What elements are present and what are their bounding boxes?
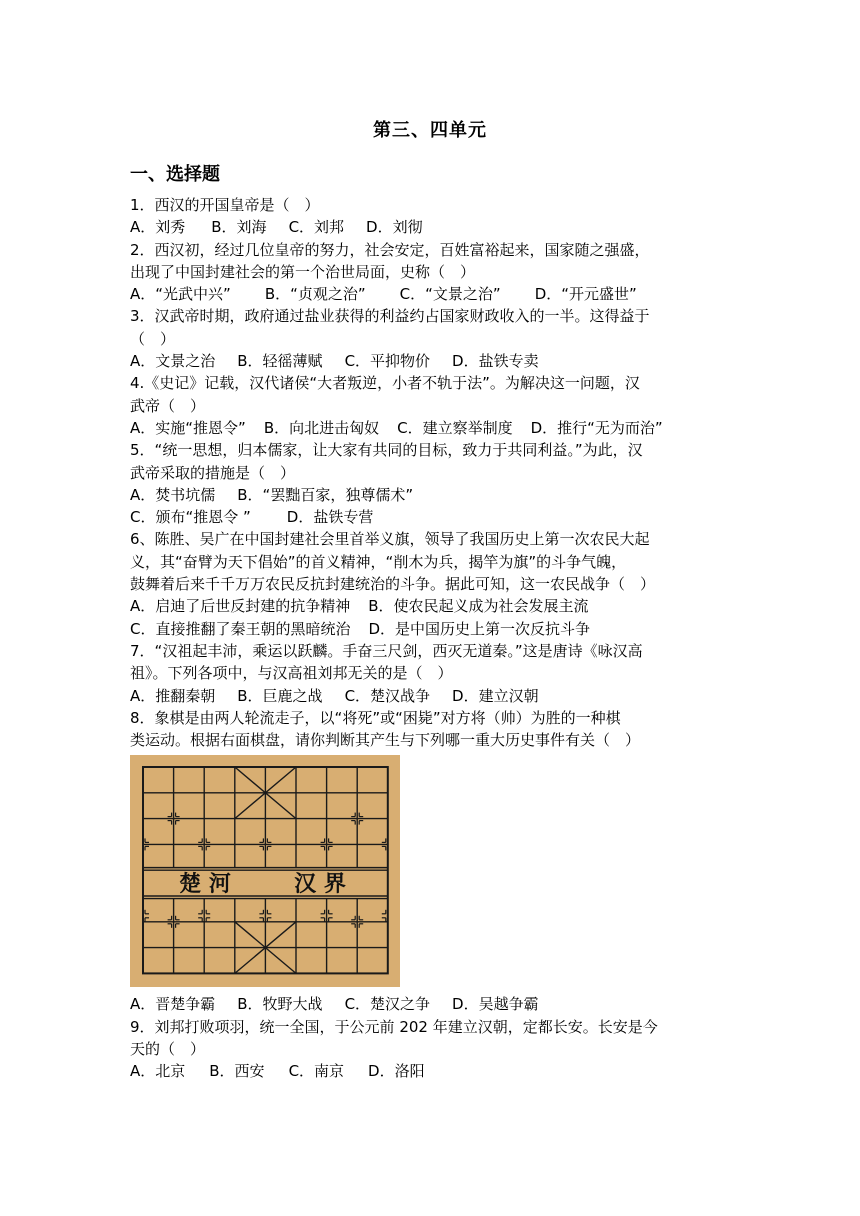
- answer-option[interactable]: B．使农民起义成为社会发展主流: [368, 597, 589, 616]
- answer-option[interactable]: C．建立察举制度: [397, 418, 513, 437]
- answer-option[interactable]: D．盐铁专卖: [452, 352, 539, 371]
- options-row: [130, 993, 734, 1015]
- question-stem-line: 武帝采取的措施是（ ）: [130, 463, 296, 482]
- question-stem-line: 8．象棋是由两人轮流走子，以“将死”或“困毙”对方将（帅）为胜的一种棋: [130, 708, 621, 727]
- chessboard-image: [130, 755, 400, 987]
- answer-option[interactable]: A．启迪了后世反封建的抗争精神: [130, 597, 351, 616]
- answer-option[interactable]: D．洛阳: [368, 1062, 425, 1081]
- answer-option[interactable]: C．楚汉之争: [344, 995, 431, 1014]
- question-stem-line: 武帝（ ）: [130, 396, 206, 415]
- options-row: [130, 595, 734, 617]
- options-row: [130, 1060, 734, 1082]
- page-title: 第三、四单元: [373, 120, 487, 141]
- options-row: [130, 685, 734, 707]
- answer-option[interactable]: A．晋楚争霸: [130, 995, 216, 1014]
- question-item: [130, 372, 734, 439]
- answer-option[interactable]: B．巨鹿之战: [237, 686, 323, 705]
- river-label-chu-he: 楚 河: [179, 871, 231, 898]
- answer-option[interactable]: C．楚汉战争: [344, 686, 431, 705]
- options-row: [130, 484, 734, 506]
- answer-option[interactable]: D．是中国历史上第一次反抗斗争: [368, 619, 591, 638]
- answer-option[interactable]: A．推翻秦朝: [130, 686, 216, 705]
- answer-option[interactable]: D．“开元盛世”: [534, 285, 637, 304]
- answer-option[interactable]: D．盐铁专营: [286, 508, 374, 527]
- question-stem-line: 祖》。下列各项中，与汉高祖刘邦无关的是（ ）: [130, 664, 453, 683]
- answer-option[interactable]: C．刘邦: [288, 218, 345, 237]
- question-item: [130, 1016, 734, 1083]
- question-item: [130, 707, 734, 1016]
- section-heading: 一、选择题: [130, 164, 220, 185]
- chessboard-graphic: [130, 755, 400, 987]
- question-item: [130, 528, 734, 639]
- options-row: [130, 350, 734, 372]
- question-stem-line: （ ）: [130, 329, 176, 348]
- answer-option[interactable]: C．直接推翻了秦王朝的黑暗统治: [130, 619, 351, 638]
- question-stem-line: 天的（ ）: [130, 1040, 206, 1059]
- answer-option[interactable]: B．向北进击匈奴: [263, 418, 380, 437]
- question-stem-line: 出现了中国封建社会的第一个治世局面，史称（ ）: [130, 262, 476, 281]
- answer-option[interactable]: C．南京: [288, 1062, 345, 1081]
- answer-option[interactable]: A．焚书坑儒: [130, 485, 216, 504]
- answer-option[interactable]: C．颁布“推恩令 ”: [130, 508, 251, 527]
- answer-option[interactable]: B．“罢黜百家，独尊儒术”: [237, 485, 414, 504]
- options-row: [130, 506, 734, 528]
- answer-option[interactable]: B．西安: [209, 1062, 265, 1081]
- answer-option[interactable]: B．“贞观之治”: [264, 285, 366, 304]
- river-label-han-jie: 汉 界: [294, 871, 346, 898]
- question-stem-line: 4.《史记》记载，汉代诸侯“大者叛逆，小者不轨于法”。为解决这一问题，汉: [130, 374, 640, 393]
- answer-option[interactable]: A．文景之治: [130, 352, 216, 371]
- question-stem-line: 义，其“奋臂为天下倡始”的首义精神，“削木为兵，揭竿为旗”的斗争气魄，: [130, 552, 627, 571]
- question-item: [130, 239, 734, 306]
- options-row: [130, 216, 734, 238]
- answer-option[interactable]: A．实施“推恩令”: [130, 418, 246, 437]
- question-list: [130, 194, 734, 1083]
- question-stem-line: 鼓舞着后来千千万万农民反抗封建统治的斗争。据此可知，这一农民战争（ ）: [130, 575, 656, 594]
- question-stem-line: 9．刘邦打败项羽，统一全国，于公元前 202 年建立汉朝，定都长安。长安是今: [130, 1017, 658, 1036]
- question-stem-line: 5．“统一思想，归本儒家，让大家有共同的目标，致力于共同利益。”为此，汉: [130, 441, 643, 460]
- answer-option[interactable]: A．北京: [130, 1062, 186, 1081]
- options-row: [130, 417, 734, 439]
- question-item: [130, 305, 734, 372]
- question-item: [130, 439, 734, 528]
- answer-option[interactable]: D．吴越争霸: [452, 995, 539, 1014]
- question-stem-line: 类运动。根据右面棋盘，请你判断其产生与下列哪一重大历史事件有关（ ）: [130, 731, 641, 750]
- answer-option[interactable]: A．“光武中兴”: [130, 285, 231, 304]
- question-item: [130, 194, 734, 239]
- answer-option[interactable]: D．刘彻: [366, 218, 423, 237]
- question-item: [130, 640, 734, 707]
- answer-option[interactable]: A．刘秀: [130, 218, 186, 237]
- answer-option[interactable]: D．推行“无为而治”: [530, 418, 663, 437]
- question-stem-line: 1．西汉的开国皇帝是（ ）: [130, 196, 320, 214]
- answer-option[interactable]: D．建立汉朝: [452, 686, 539, 705]
- answer-option[interactable]: B．轻徭薄赋: [237, 352, 323, 371]
- options-row: [130, 283, 734, 305]
- question-stem-line: 6、陈胜、吴广在中国封建社会里首举义旗，领导了我国历史上第一次农民大起: [130, 530, 650, 549]
- answer-option[interactable]: B．牧野大战: [237, 995, 323, 1014]
- question-stem-line: 7．“汉祖起丰沛，乘运以跃麟。手奋三尺剑，西灭无道秦。”这是唐诗《咏汉高: [130, 641, 643, 660]
- options-row: [130, 618, 734, 640]
- question-stem-line: 3．汉武帝时期，政府通过盐业获得的利益约占国家财政收入的一半。这得益于: [130, 307, 650, 326]
- answer-option[interactable]: C．“文景之治”: [399, 285, 501, 304]
- answer-option[interactable]: B．刘海: [211, 218, 267, 237]
- question-stem-line: 2．西汉初，经过几位皇帝的努力，社会安定，百姓富裕起来，国家随之强盛，: [130, 240, 650, 259]
- answer-option[interactable]: C．平抑物价: [344, 352, 431, 371]
